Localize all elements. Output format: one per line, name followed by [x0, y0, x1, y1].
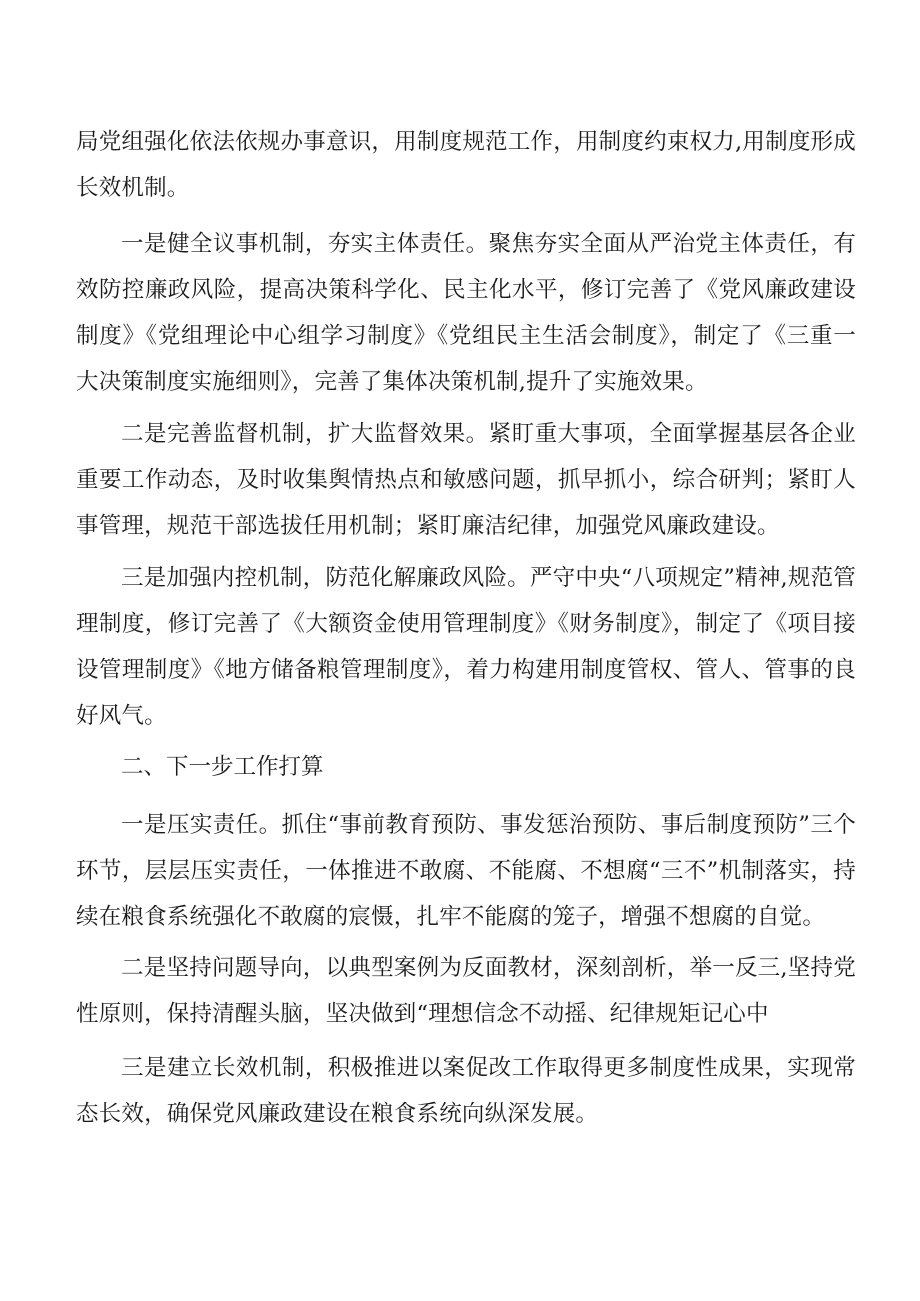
- paragraph-item-three-internal-control: 三是加强内控机制，防范化解廉政风险。严守中央“八项规定”精神,规范管理制度，修订完善了《大额资金使用管理制度》《财务制度》，制定了《项目接设管理制度》《地方储备粮管理制度》，着力构建用制度管权、管人、管事的良好风气。: [76, 565, 856, 729]
- section-heading-next-steps: 二、下一步工作打算: [121, 754, 324, 780]
- paragraph-intro-continuation: 局党组强化依法依规办事意识，用制度规范工作，用制度约束权力,用制度形成长效机制。: [76, 129, 856, 201]
- paragraph-next-one-responsibility: 一是压实责任。抓住“事前教育预防、事发惩治预防、事后制度预防”三个环节，层层压实责任，一体推进不敢腐、不能腐、不想腐“三不”机制落实，持续在粮食系统强化不敢腐的宸慑，扎牢不能腐的笼子，增强不想腐的自觉。: [76, 812, 856, 930]
- paragraph-next-three-long-term-mechanism: 三是建立长效机制，积极推进以案促改工作取得更多制度性成果，实现常态长效，确保党风廉政建设在粮食系统向纵深发展。: [76, 1055, 856, 1127]
- paragraph-item-one-deliberation: 一是健全议事机制，夯实主体责任。聚焦夯实全面从严治党主体责任，有效防控廉政风险，提高决策科学化、民主化水平，修订完善了《党风廉政建设制度》《党组理论中心组学习制度》《党组民主生活会制度》，制定了《三重一大决策制度实施细则》，完善了集体决策机制,提升了实施效果。: [76, 231, 856, 395]
- paragraph-item-two-supervision: 二是完善监督机制，扩大监督效果。紧盯重大事项，全面掌握基层各企业重要工作动态，及时收集舆情热点和敏感问题，抓早抓小，综合研判；紧盯人事管理，规范干部选拔任用机制；紧盯廉洁纪律，加强党风廉政建设。: [76, 421, 856, 539]
- paragraph-next-two-problem-orientation: 二是坚持问题导向，以典型案例为反面教材，深刻剖析，举一反三,坚持党性原则，保持清醒头脑，坚决做到“理想信念不动摇、纪律规矩记心中: [76, 955, 856, 1027]
